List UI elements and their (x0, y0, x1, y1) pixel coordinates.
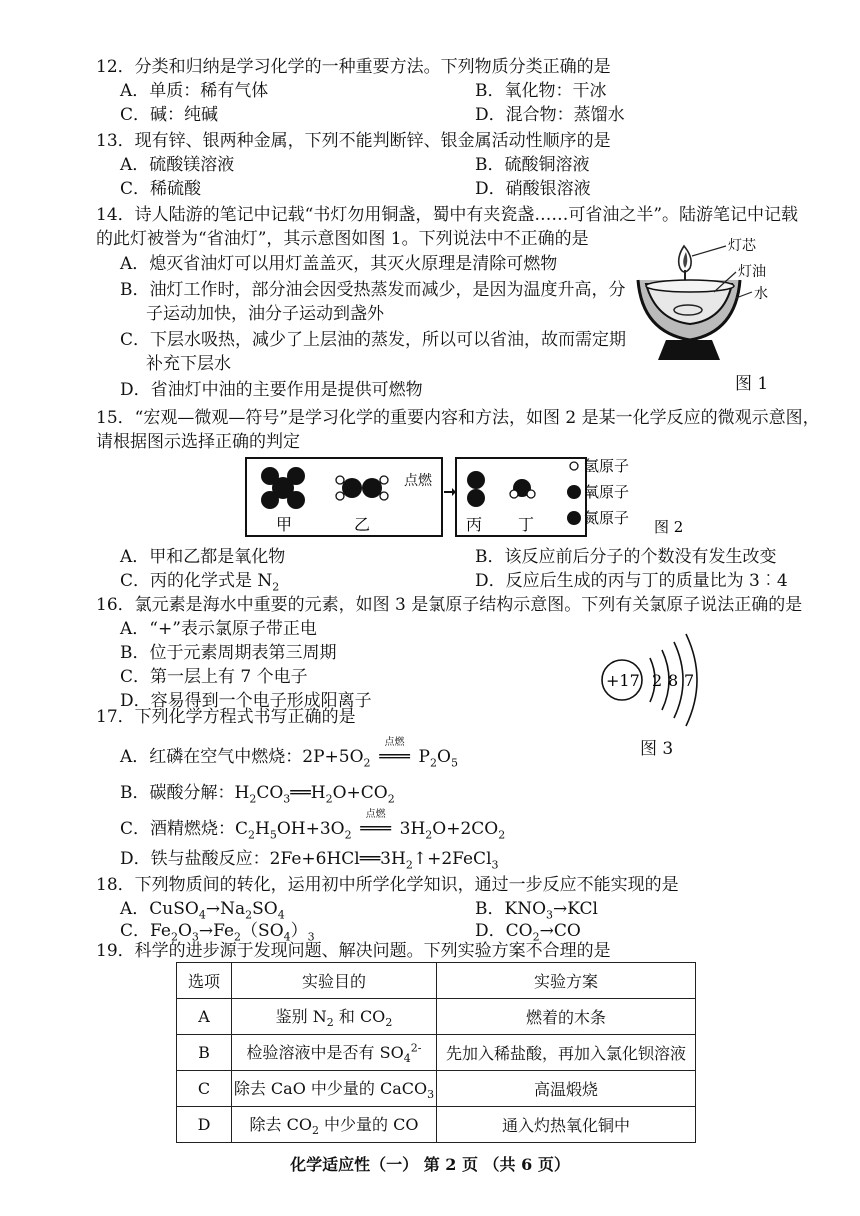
q16-option-c: C．第一层上有 7 个电子 (120, 667, 308, 687)
q17-option-d: D．铁与盐酸反应：$2Fe+6HCl══3H_2↑+2FeCl_3$ (120, 849, 499, 872)
oil-lamp-figure (628, 232, 798, 397)
q12-option-b: B．氧化物：干冰 (475, 81, 607, 101)
experiment-table (176, 962, 696, 1143)
label-yi: 乙 (354, 515, 371, 534)
row-d-option: D (177, 1107, 232, 1143)
shell-2: 8 (668, 671, 679, 690)
legend-hydrogen: 氢原子 (584, 457, 630, 475)
q18-option-c: C．$Fe_2O_3\to Fe_2(SO_4)_3$ (120, 921, 315, 944)
figure-1-caption: 图 1 (735, 374, 769, 394)
q15-stem-line2: 请根据图示选择正确的判定 (96, 432, 300, 452)
molecule-yi (336, 476, 388, 500)
condition-ignite: 点燃 (404, 473, 432, 489)
row-a-option: A (177, 999, 232, 1035)
q12-option-d: D．混合物：蒸馏水 (475, 105, 625, 125)
row-b-purpose: 检验溶液中是否有 $SO_4^{2-}$ (232, 1035, 437, 1071)
row-a-plan: 燃着的木条 (437, 999, 696, 1035)
q14-option-b-line2: 子运动加快，油分子运动到盏外 (146, 304, 384, 324)
figure-2-caption: 图 2 (654, 518, 684, 536)
q15-option-b: B．该反应前后分子的个数没有发生改变 (475, 547, 777, 567)
q18-option-d: D．$CO_2\to CO$ (475, 921, 581, 944)
label-ding: 丁 (518, 515, 535, 534)
header-purpose: 实验目的 (232, 963, 437, 999)
q12-option-c: C．碱：纯碱 (120, 105, 219, 125)
page-footer: 化学适应性（一） 第 2 页 （共 6 页） (290, 1155, 570, 1174)
q15-option-c: C．丙的化学式是 $N_2$ (120, 571, 280, 594)
label-oil: 灯油 (738, 264, 766, 280)
oxygen-legend-icon (567, 485, 581, 499)
shell-3: 7 (684, 671, 695, 690)
row-b-option: B (177, 1035, 232, 1071)
q15-stem-line1: 15．“宏观—微观—符号”是学习化学的重要内容和方法，如图 2 是某一化学反应的微观示意图， (96, 408, 820, 428)
q16-option-d: D．容易得到一个电子形成阳离子 (120, 691, 372, 711)
row-d-plan: 通入灼热氧化铜中 (437, 1107, 696, 1143)
q16-stem: 16．氯元素是海水中重要的元素，如图 3 是氯原子结构示意图。下列有关氯原子说法正确的是 (96, 595, 803, 615)
chlorine-atom-figure (596, 620, 706, 730)
q18-stem: 18．下列物质间的转化，运用初中所学化学知识，通过一步反应不能实现的是 (96, 875, 679, 895)
q19-stem: 19．科学的进步源于发现问题、解决问题。下列实验方案不合理的是 (96, 941, 611, 961)
q12-option-a: A．单质：稀有气体 (120, 81, 269, 101)
q13-stem: 13．现有锌、银两种金属，下列不能判断锌、银金属活动性顺序的是 (96, 131, 611, 151)
q16-option-b: B．位于元素周期表第三周期 (120, 643, 337, 663)
shell-1: 2 (652, 671, 663, 690)
q13-option-b: B．硫酸铜溶液 (475, 155, 590, 175)
label-water: 水 (754, 286, 768, 302)
label-jia: 甲 (276, 515, 293, 534)
table-header-row (177, 963, 696, 999)
q15-option-d: D．反应后生成的丙与丁的质量比为 3︰4 (475, 571, 788, 591)
q18-option-a: A．$CuSO_4\to Na_2SO_4$ (120, 899, 285, 922)
q17-option-b: B．碳酸分解：$H_2CO_3══H_2O+CO_2$ (120, 783, 395, 806)
q13-option-c: C．稀硫酸 (120, 179, 202, 199)
q14-stem-line2: 的此灯被誉为“省油灯”，其示意图如图 1。下列说法中不正确的是 (96, 229, 589, 249)
table-row (177, 1071, 696, 1107)
header-plan: 实验方案 (437, 963, 696, 999)
label-wick: 灯芯 (728, 238, 756, 254)
row-b-plan: 先加入稀盐酸，再加入氯化钡溶液 (437, 1035, 696, 1071)
q16-option-a: A．“+”表示氯原子带正电 (120, 619, 317, 639)
nitrogen-legend-icon (567, 511, 581, 525)
q17-stem: 17．下列化学方程式书写正确的是 (96, 707, 356, 727)
legend-oxygen: 氧原子 (584, 483, 630, 501)
q12-stem: 12．分类和归纳是学习化学的一种重要方法。下列物质分类正确的是 (96, 57, 611, 77)
q17-option-c: C．酒精燃烧：$C_2H_5OH+3O_2$ 点燃 ═══ $3H_2O+2CO_2$ (120, 809, 506, 842)
table-row (177, 1035, 696, 1071)
nucleus-charge: +17 (606, 671, 640, 690)
hydrogen-legend-icon (570, 462, 578, 470)
q14-option-c-line2: 补充下层水 (146, 354, 231, 374)
reaction-diagram (240, 452, 710, 544)
row-c-option: C (177, 1071, 232, 1107)
table-row (177, 1107, 696, 1143)
q14-option-d: D．省油灯中油的主要作用是提供可燃物 (120, 380, 423, 400)
row-c-plan: 高温煅烧 (437, 1071, 696, 1107)
legend-nitrogen: 氮原子 (584, 509, 630, 527)
q14-stem-line1: 14．诗人陆游的笔记中记载“书灯勿用铜盏，蜀中有夹瓷盏……可省油之半”。陆游笔记中记载 (96, 205, 799, 225)
row-c-purpose: 除去 CaO 中少量的 CaCO$_3$ (232, 1071, 437, 1107)
molecule-jia (261, 467, 305, 509)
q14-option-c-line1: C．下层水吸热，减少了上层油的蒸发，所以可以省油，故而需定期 (120, 330, 627, 350)
label-bing: 丙 (466, 515, 483, 534)
molecule-ding (510, 479, 535, 498)
q18-option-b: B．$KNO_3\to KCl$ (475, 899, 598, 922)
q14-option-a: A．熄灭省油灯可以用灯盖盖灭，其灭火原理是清除可燃物 (120, 254, 558, 274)
molecule-bing (467, 471, 485, 507)
q13-option-a: A．硫酸镁溶液 (120, 155, 235, 175)
q17-option-a: A．红磷在空气中燃烧：$2P+5O_2$ 点燃 ═══ $P_2O_5$ (120, 737, 458, 770)
q14-option-b-line1: B．油灯工作时，部分油会因受热蒸发而减少，是因为温度升高，分 (120, 280, 626, 300)
header-option: 选项 (177, 963, 232, 999)
row-a-purpose: 鉴别 $N_2$ 和 $CO_2$ (232, 999, 437, 1035)
q13-option-d: D．硝酸银溶液 (475, 179, 591, 199)
table-row (177, 999, 696, 1035)
row-d-purpose: 除去 $CO_2$ 中少量的 CO (232, 1107, 437, 1143)
q15-option-a: A．甲和乙都是氧化物 (120, 547, 286, 567)
figure-3-caption: 图 3 (640, 739, 674, 759)
